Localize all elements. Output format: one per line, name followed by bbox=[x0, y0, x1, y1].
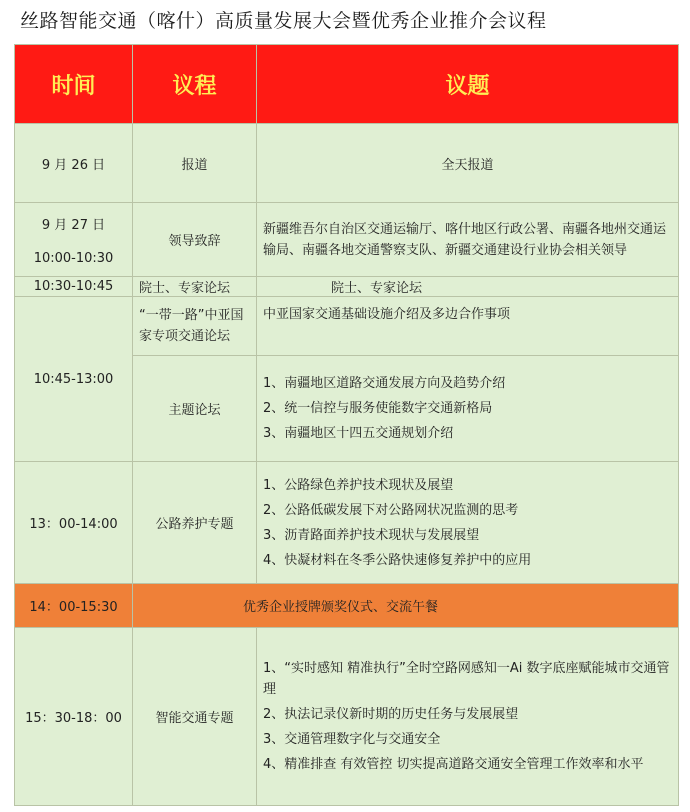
agenda-cell: 主题论坛 bbox=[133, 356, 257, 462]
time-cell: 15：30-18：00 bbox=[15, 628, 133, 806]
table-row bbox=[15, 628, 679, 806]
time-cell: 13：00-14:00 bbox=[15, 462, 133, 584]
topic-cell: 全天报道 bbox=[257, 124, 679, 203]
time-cell: 10:30-10:45 bbox=[15, 277, 133, 297]
topic-cell: 优秀企业授牌颁奖仪式、交流午餐 bbox=[133, 584, 679, 628]
agenda-cell: 院士、专家论坛 bbox=[133, 277, 257, 297]
table-row-highlight bbox=[15, 584, 679, 628]
header-agenda: 议程 bbox=[133, 45, 257, 124]
list-item: 2、执法记录仪新时期的历史任务与发展展望 bbox=[263, 707, 519, 722]
table-row bbox=[15, 124, 679, 203]
agenda-cell: 领导致辞 bbox=[133, 203, 257, 277]
table-row bbox=[15, 462, 679, 584]
list-item: 1、“实时感知 精准执行”全时空路网感知一Ai 数字底座赋能城市交通管理 bbox=[263, 661, 670, 697]
list-item: 1、公路绿色养护技术现状及展望 bbox=[263, 477, 454, 493]
topic-cell: 新疆维吾尔自治区交通运输厅、喀什地区行政公署、南疆各地州交通运输局、南疆各地交通警察支队、新疆交通建设行业协会相关领导 bbox=[257, 203, 679, 277]
table-row bbox=[15, 297, 679, 356]
table-header-row bbox=[15, 45, 679, 124]
topic-cell bbox=[257, 628, 679, 806]
time-cell bbox=[15, 203, 133, 277]
agenda-cell: 报道 bbox=[133, 124, 257, 203]
topic-cell bbox=[257, 462, 679, 584]
list-item: 2、公路低碳发展下对公路网状况监测的思考 bbox=[263, 502, 519, 518]
time-cell: 14：00-15:30 bbox=[15, 584, 133, 628]
table-row bbox=[15, 203, 679, 277]
list-item: 1、南疆地区道路交通发展方向及趋势介绍 bbox=[263, 376, 506, 391]
time-cell: 10:45-13:00 bbox=[15, 297, 133, 462]
list-item: 2、统一信控与服务使能数字交通新格局 bbox=[263, 401, 493, 416]
agenda-table bbox=[14, 44, 679, 806]
topic-cell: 中亚国家交通基础设施介绍及多边合作事项 bbox=[257, 297, 679, 356]
topic-cell bbox=[257, 356, 679, 462]
list-item: 3、交通管理数字化与交通安全 bbox=[263, 732, 441, 747]
list-item: 4、快凝材料在冬季公路快速修复养护中的应用 bbox=[263, 552, 532, 568]
agenda-cell: 公路养护专题 bbox=[133, 462, 257, 584]
header-time: 时间 bbox=[15, 45, 133, 124]
agenda-cell: 智能交通专题 bbox=[133, 628, 257, 806]
list-item: 3、沥青路面养护技术现状与发展展望 bbox=[263, 527, 480, 543]
date-text: 9 月 27 日 bbox=[41, 217, 106, 233]
time-text: 10:00-10:30 bbox=[33, 250, 114, 266]
agenda-cell: “一带一路”中亚国家专项交通论坛 bbox=[133, 297, 257, 356]
header-topic: 议题 bbox=[257, 45, 679, 124]
table-row bbox=[15, 277, 679, 297]
topic-cell: 院士、专家论坛 bbox=[257, 277, 679, 297]
list-item: 3、南疆地区十四五交通规划介绍 bbox=[263, 426, 454, 441]
list-item: 4、精准排查 有效管控 切实提高道路交通安全管理工作效率和水平 bbox=[263, 757, 644, 772]
time-cell: 9 月 26 日 bbox=[15, 124, 133, 203]
page-title: 丝路智能交通（喀什）高质量发展大会暨优秀企业推介会议程 bbox=[20, 10, 547, 32]
